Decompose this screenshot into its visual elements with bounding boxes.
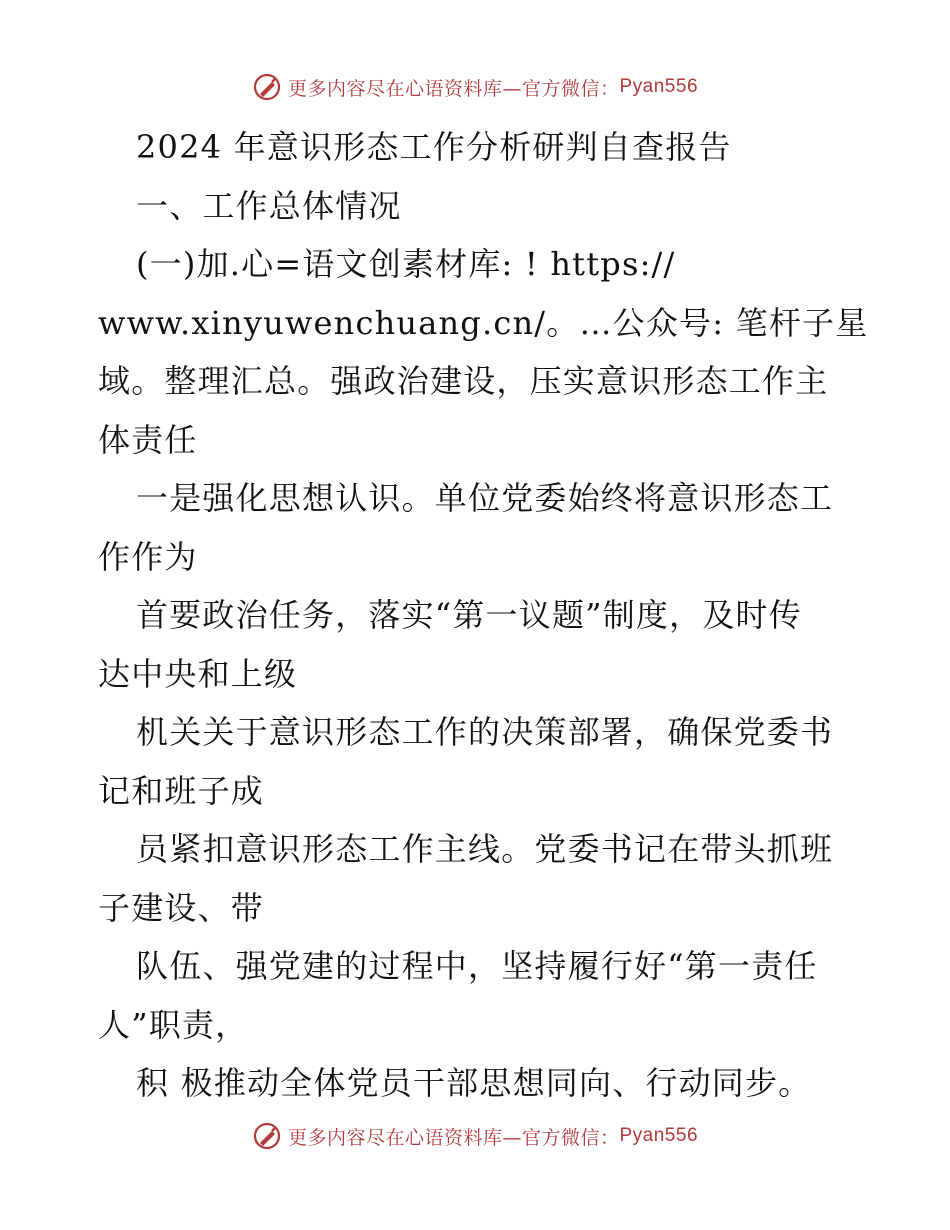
header-watermark-banner xyxy=(0,72,950,102)
pen-logo-icon xyxy=(252,1121,282,1151)
banner-wechat-id: Pyan556 xyxy=(619,76,699,97)
text-line: 机关关于意识形态工作的决策部署，确保党委书 xyxy=(136,713,834,751)
banner-text: 更多内容尽在心语资料库—官方微信： xyxy=(287,77,620,100)
subsection-heading: (一)加.心=语文创素材库: ! https:// xyxy=(136,245,676,283)
section-heading: 一、工作总体情况 xyxy=(136,186,402,225)
text-line: 人”职责， xyxy=(98,1005,249,1044)
text-line: 首要政治任务，落实“第一议题”制度，及时传 xyxy=(136,596,802,634)
text-line: 一是强化思想认识。单位党委始终将意识形态工 xyxy=(136,479,834,517)
text-line: 子建设、带 xyxy=(98,888,265,927)
document-title: 2024 年意识形态工作分析研判自查报告 xyxy=(136,128,732,166)
text-line: 员紧扣意识形态工作主线。党委书记在带头抓班 xyxy=(136,830,834,868)
banner-text: 更多内容尽在心语资料库—官方微信： xyxy=(287,1126,620,1149)
text-line: 达中央和上级 xyxy=(98,654,298,693)
text-line: 队伍、强党建的过程中，坚持履行好“第一责任 xyxy=(136,947,818,985)
text-line: 域。整理汇总。强政治建设，压实意识形态工作主 xyxy=(98,362,829,400)
banner-wechat-id: Pyan556 xyxy=(619,1125,699,1146)
text-line: www.xinyuwenchuang.cn/。…公众号: 笔杆子星 xyxy=(98,303,869,342)
document-body xyxy=(98,118,869,1113)
pen-logo-icon xyxy=(252,72,282,102)
text-line: 体责任 xyxy=(98,420,198,459)
footer-watermark-banner xyxy=(0,1121,950,1151)
text-line: 作作为 xyxy=(98,537,198,576)
text-line: 记和班子成 xyxy=(98,771,265,810)
text-line: 积 极推动全体党员干部思想同向、行动同步。 xyxy=(136,1064,812,1102)
